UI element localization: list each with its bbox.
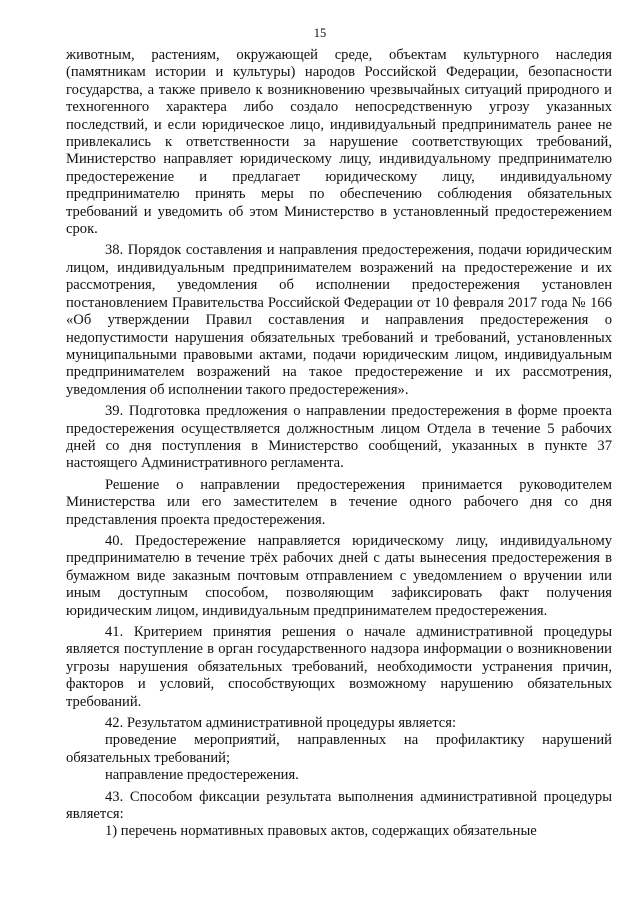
paragraph-39-decision: Решение о направлении предостережения принимается руководителем Министерства или его заместителем в течение одного рабочего дня со дня представления проекта предостережения. [66, 476, 612, 528]
paragraph-39: 39. Подготовка предложения о направлении предостережения в форме проекта предостережения осуществляется должностным лицом Отдела в течение 5 рабочих дней со дня поступления в Министерство сообщений, указанных в пункте 37 настоящего Административного регламента. [66, 403, 612, 472]
document-body [66, 47, 612, 841]
paragraph-42-item-2: направление предостережения. [105, 767, 299, 784]
page-number: 15 [313, 26, 327, 40]
paragraph-43: 43. Способом фиксации результата выполнения административной процедуры является: [66, 788, 612, 823]
paragraph-43-item-1: 1) перечень нормативных правовых актов, содержащих обязательные [105, 823, 537, 840]
paragraph-40: 40. Предостережение направляется юридическому лицу, индивидуальному предпринимателю в течение трёх рабочих дней с даты вынесения предостережения в бумажном виде заказным почтовым отправлением с уведомлением о вручении или иным доступным способом, позволяющим зафиксировать факт получения юридическим лицом, индивидуальным предпринимателем предостережения. [66, 532, 612, 619]
paragraph-42: 42. Результатом административной процедуры является: [105, 715, 457, 732]
paragraph-38: 38. Порядок составления и направления предостережения, подачи юридическим лицом, индивидуальным предпринимателем возражений на предостережение и их рассмотрения, уведомления об исполнении предостережения установлен постановлением Правительства Российской Федерации от 10 февраля 2017 года № 166 «Об утверждении Правил составления и направления предостережения о недопустимости нарушения обязательных требований и требований, установленных муниципальными правовыми актами, подачи юридическим лицом, индивидуальным предпринимателем возражений на такое предостережение и их рассмотрения, уведомления об исполнении такого предостережения». [66, 242, 612, 398]
paragraph-42-item-1: проведение мероприятий, направленных на профилактику нарушений обязательных требований; [66, 732, 612, 766]
paragraph-41: 41. Критерием принятия решения о начале административной процедуры является поступление в орган государственного надзора информации о возникновении угрозы нарушения обязательных требований, необходимости устранения причин, факторов и условий, способствующих возможному нарушению обязательных требований. [66, 624, 612, 710]
paragraph-continuation: животным, растениям, окружающей среде, объектам культурного наследия (памятникам истории и культуры) народов Российской Федерации, безопасности государства, а также привело к возникновению чрезвычайных ситуаций природного и техногенного характера либо создало непосредственную угрозу указанных последствий, и если юридическое лицо, индивидуальный предприниматель ранее не привлекались к ответственности за нарушение соответствующих требований, Министерство направляет юридическому лицу, индивидуальному предпринимателю предостережение и предлагает юридическому лицу, индивидуальному предпринимателю принять меры по обеспечению соблюдения обязательных требований и уведомить об этом Министерство в установленный предостережением срок. [66, 47, 612, 238]
